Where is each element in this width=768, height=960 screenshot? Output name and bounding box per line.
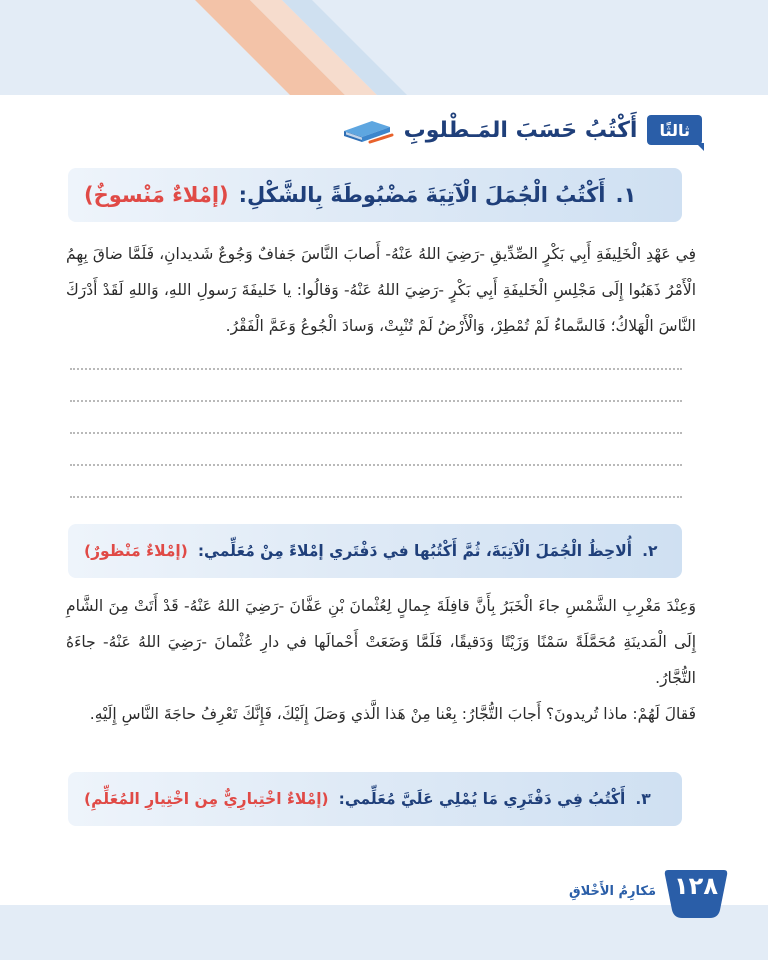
question-2-paragraph-2: فَقالَ لَهُمْ: ماذا تُريدونَ؟ أَجابَ التُّجَّارُ: بِعْنا مِنْ هَذا الَّذي وَصَلَ إِلَيْكَ، فَإِنَّكَ تَعْرِفُ حاجَةَ النَّاسِ إِلَيْهِ.	[89, 705, 696, 723]
question-2-bar	[68, 524, 682, 578]
writing-line[interactable]	[70, 338, 682, 370]
question-1-tag: (إمْلاءٌ مَنْسوخٌ)	[84, 183, 229, 207]
question-1-paragraph: فِي عَهْدِ الْخَلِيفَةِ أَبِي بَكْرٍ الصِّدِّيقِ -رَضِيَ اللهُ عَنْهُ- أَصابَ النَّاسَ جَفافٌ وَجُوعٌ شَديدانِ، فَلَمَّا ضاقَ بِهِمُ الْأَمْرُ ذَهَبُوا إِلَى مَجْلِسِ الْخَليفَةِ أَبِي بَكْرٍ -رَضِيَ اللهُ عَنْهُ- وَقالُوا: يا خَليفَةَ رَسولِ اللهِ، وَاللهِ لَقَدْ أَدْرَكَ النَّاسَ الْهَلاكُ؛ فَالسَّماءُ لَمْ تُمْطِرْ، وَالْأَرْضُ لَمْ تُنْبِتْ، وَسادَ الْجُوعُ وَعَمَّ الْفَقْرُ.	[66, 245, 696, 335]
decorative-stripes	[0, 0, 768, 95]
bottom-band	[0, 905, 768, 960]
writing-line[interactable]	[70, 370, 682, 402]
question-3-number: ٣.	[635, 790, 651, 808]
question-1-line	[84, 183, 636, 207]
question-1-text: أَكْتُبُ الْجُمَلَ الْآتِيَةَ مَضْبُوطَةً بِالشَّكْلِ:	[238, 183, 606, 207]
question-3-text: أَكْتُبُ فِي دَفْتَرِي مَا يُمْلِي عَلَيَّ مُعَلِّمي:	[338, 790, 626, 808]
book-title: مَكارِمُ الأَخْلاقِ	[568, 884, 656, 899]
question-1-number: ١.	[615, 183, 637, 207]
question-2-paragraph-1: وَعِنْدَ مَغْرِبِ الشَّمْسِ جاءَ الْخَبَرُ بِأَنَّ قافِلَةَ جِمالٍ لِعُثْمانَ بْنِ عَفَّانَ -رَضِيَ اللهُ عَنْهُ- قَدْ أَتَتْ مِنَ الشَّامِ إِلَى الْمَدينَةِ مُحَمَّلَةً سَمْنًا وَزَيْتًا وَدَقيقًا، فَلَمَّا وَضَعَتْ أَحْمالَها في دارِ عُثْمانَ -رَضِيَ اللهُ عَنْهُ- جاءَهُ التُّجَّارُ.	[66, 597, 696, 687]
writing-line[interactable]	[70, 466, 682, 498]
writing-line[interactable]	[70, 402, 682, 434]
page-number: ١٢٨	[674, 872, 718, 900]
writing-lines	[70, 338, 682, 498]
book-icon	[340, 115, 394, 145]
section-title: أَكْتُبُ حَسَبَ المَـطْلوبِ	[403, 117, 638, 143]
section-badge: ثالثًا	[647, 115, 702, 145]
question-2-tag: (إمْلاءٌ مَنْظورٌ)	[84, 542, 188, 560]
section-header	[340, 112, 702, 148]
question-1-bar	[68, 168, 682, 222]
question-3-line	[84, 790, 651, 808]
question-2-line	[84, 542, 657, 560]
question-2-text: أُلاحِظُ الْجُمَلَ الْآتِيَةَ، ثُمَّ أَكْتُبُها في دَفْتَري إمْلاءً مِنْ مُعَلِّمي:	[197, 542, 633, 560]
question-2-number: ٢.	[642, 542, 658, 560]
question-3-tag: (إمْلاءٌ اخْتِبارِيٌّ مِن اخْتِيارِ المُعَلِّمِ)	[84, 790, 329, 808]
writing-line[interactable]	[70, 434, 682, 466]
question-3-bar	[68, 772, 682, 826]
